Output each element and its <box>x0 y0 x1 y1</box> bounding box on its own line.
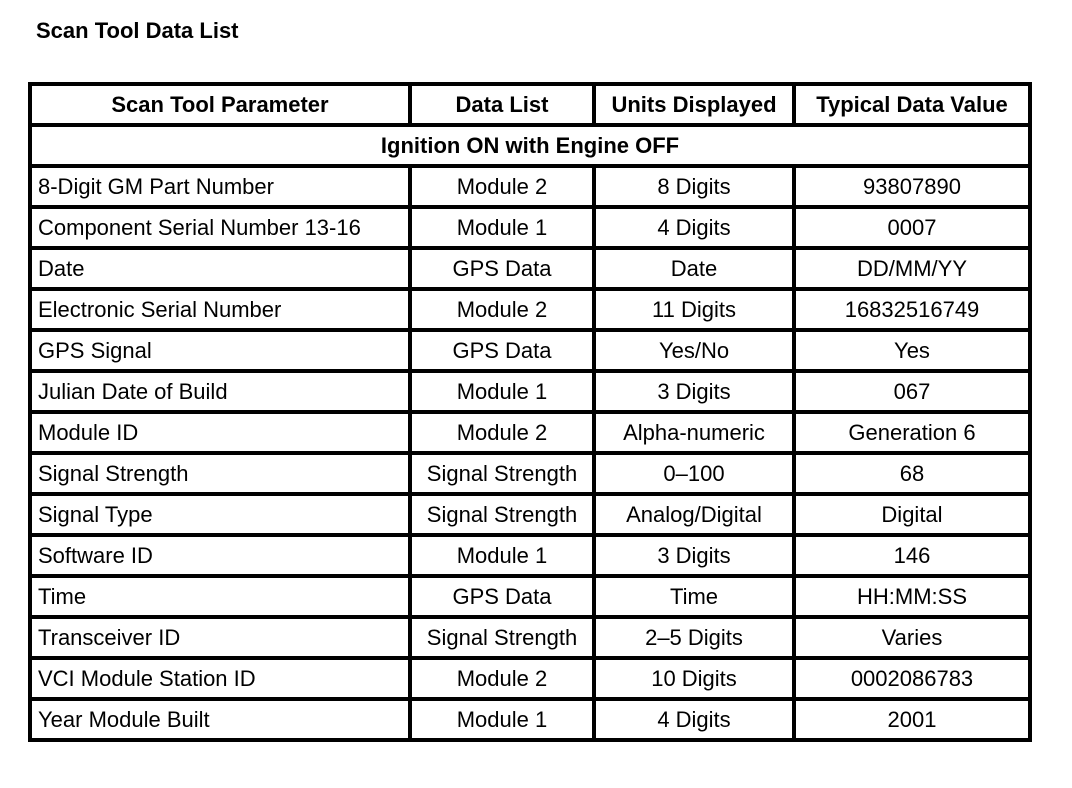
table-row <box>30 617 1030 658</box>
table-row <box>30 576 1030 617</box>
cell-parameter: Component Serial Number 13-16 <box>30 207 410 248</box>
cell-typical-data-value: 067 <box>794 371 1030 412</box>
cell-units-displayed: Time <box>594 576 794 617</box>
cell-units-displayed: Date <box>594 248 794 289</box>
cell-typical-data-value: HH:MM:SS <box>794 576 1030 617</box>
table-row <box>30 248 1030 289</box>
table-row <box>30 371 1030 412</box>
cell-data-list: Module 2 <box>410 412 594 453</box>
cell-typical-data-value: Yes <box>794 330 1030 371</box>
cell-data-list: GPS Data <box>410 248 594 289</box>
table-row <box>30 699 1030 740</box>
cell-units-displayed: 3 Digits <box>594 371 794 412</box>
cell-parameter: Date <box>30 248 410 289</box>
cell-parameter: Module ID <box>30 412 410 453</box>
page-title: Scan Tool Data List <box>36 18 239 43</box>
cell-units-displayed: Analog/Digital <box>594 494 794 535</box>
table-row <box>30 330 1030 371</box>
cell-typical-data-value: 16832516749 <box>794 289 1030 330</box>
cell-units-displayed: 0–100 <box>594 453 794 494</box>
cell-parameter: Julian Date of Build <box>30 371 410 412</box>
cell-data-list: Signal Strength <box>410 617 594 658</box>
column-header-typical-data-value: Typical Data Value <box>794 84 1030 125</box>
section-label: Ignition ON with Engine OFF <box>30 125 1030 166</box>
cell-units-displayed: Alpha-numeric <box>594 412 794 453</box>
table-row <box>30 658 1030 699</box>
column-header-data-list: Data List <box>410 84 594 125</box>
cell-data-list: Module 1 <box>410 699 594 740</box>
table-row <box>30 289 1030 330</box>
table-row <box>30 207 1030 248</box>
cell-data-list: Module 1 <box>410 535 594 576</box>
table-row <box>30 453 1030 494</box>
cell-data-list: Module 2 <box>410 658 594 699</box>
cell-parameter: Signal Strength <box>30 453 410 494</box>
cell-typical-data-value: DD/MM/YY <box>794 248 1030 289</box>
scan-tool-data-table <box>28 82 1032 742</box>
table-row <box>30 494 1030 535</box>
cell-data-list: Signal Strength <box>410 494 594 535</box>
column-header-units-displayed: Units Displayed <box>594 84 794 125</box>
cell-parameter: Electronic Serial Number <box>30 289 410 330</box>
cell-parameter: 8-Digit GM Part Number <box>30 166 410 207</box>
cell-data-list: Module 2 <box>410 289 594 330</box>
column-header-parameter: Scan Tool Parameter <box>30 84 410 125</box>
cell-parameter: Software ID <box>30 535 410 576</box>
cell-parameter: GPS Signal <box>30 330 410 371</box>
cell-units-displayed: 4 Digits <box>594 207 794 248</box>
section-row <box>30 125 1030 166</box>
table-row <box>30 166 1030 207</box>
cell-units-displayed: 10 Digits <box>594 658 794 699</box>
cell-units-displayed: Yes/No <box>594 330 794 371</box>
cell-typical-data-value: 0002086783 <box>794 658 1030 699</box>
cell-units-displayed: 11 Digits <box>594 289 794 330</box>
cell-parameter: Signal Type <box>30 494 410 535</box>
cell-parameter: Transceiver ID <box>30 617 410 658</box>
cell-parameter: Year Module Built <box>30 699 410 740</box>
table-row <box>30 535 1030 576</box>
cell-units-displayed: 8 Digits <box>594 166 794 207</box>
cell-typical-data-value: Generation 6 <box>794 412 1030 453</box>
cell-units-displayed: 4 Digits <box>594 699 794 740</box>
cell-typical-data-value: 68 <box>794 453 1030 494</box>
cell-data-list: Signal Strength <box>410 453 594 494</box>
cell-parameter: Time <box>30 576 410 617</box>
cell-typical-data-value: 93807890 <box>794 166 1030 207</box>
cell-typical-data-value: Varies <box>794 617 1030 658</box>
cell-data-list: GPS Data <box>410 330 594 371</box>
cell-units-displayed: 3 Digits <box>594 535 794 576</box>
table-row <box>30 412 1030 453</box>
cell-parameter: VCI Module Station ID <box>30 658 410 699</box>
cell-data-list: GPS Data <box>410 576 594 617</box>
cell-typical-data-value: 146 <box>794 535 1030 576</box>
cell-typical-data-value: 0007 <box>794 207 1030 248</box>
cell-data-list: Module 1 <box>410 207 594 248</box>
cell-typical-data-value: Digital <box>794 494 1030 535</box>
cell-data-list: Module 2 <box>410 166 594 207</box>
cell-data-list: Module 1 <box>410 371 594 412</box>
table-header-row <box>30 84 1030 125</box>
cell-typical-data-value: 2001 <box>794 699 1030 740</box>
cell-units-displayed: 2–5 Digits <box>594 617 794 658</box>
